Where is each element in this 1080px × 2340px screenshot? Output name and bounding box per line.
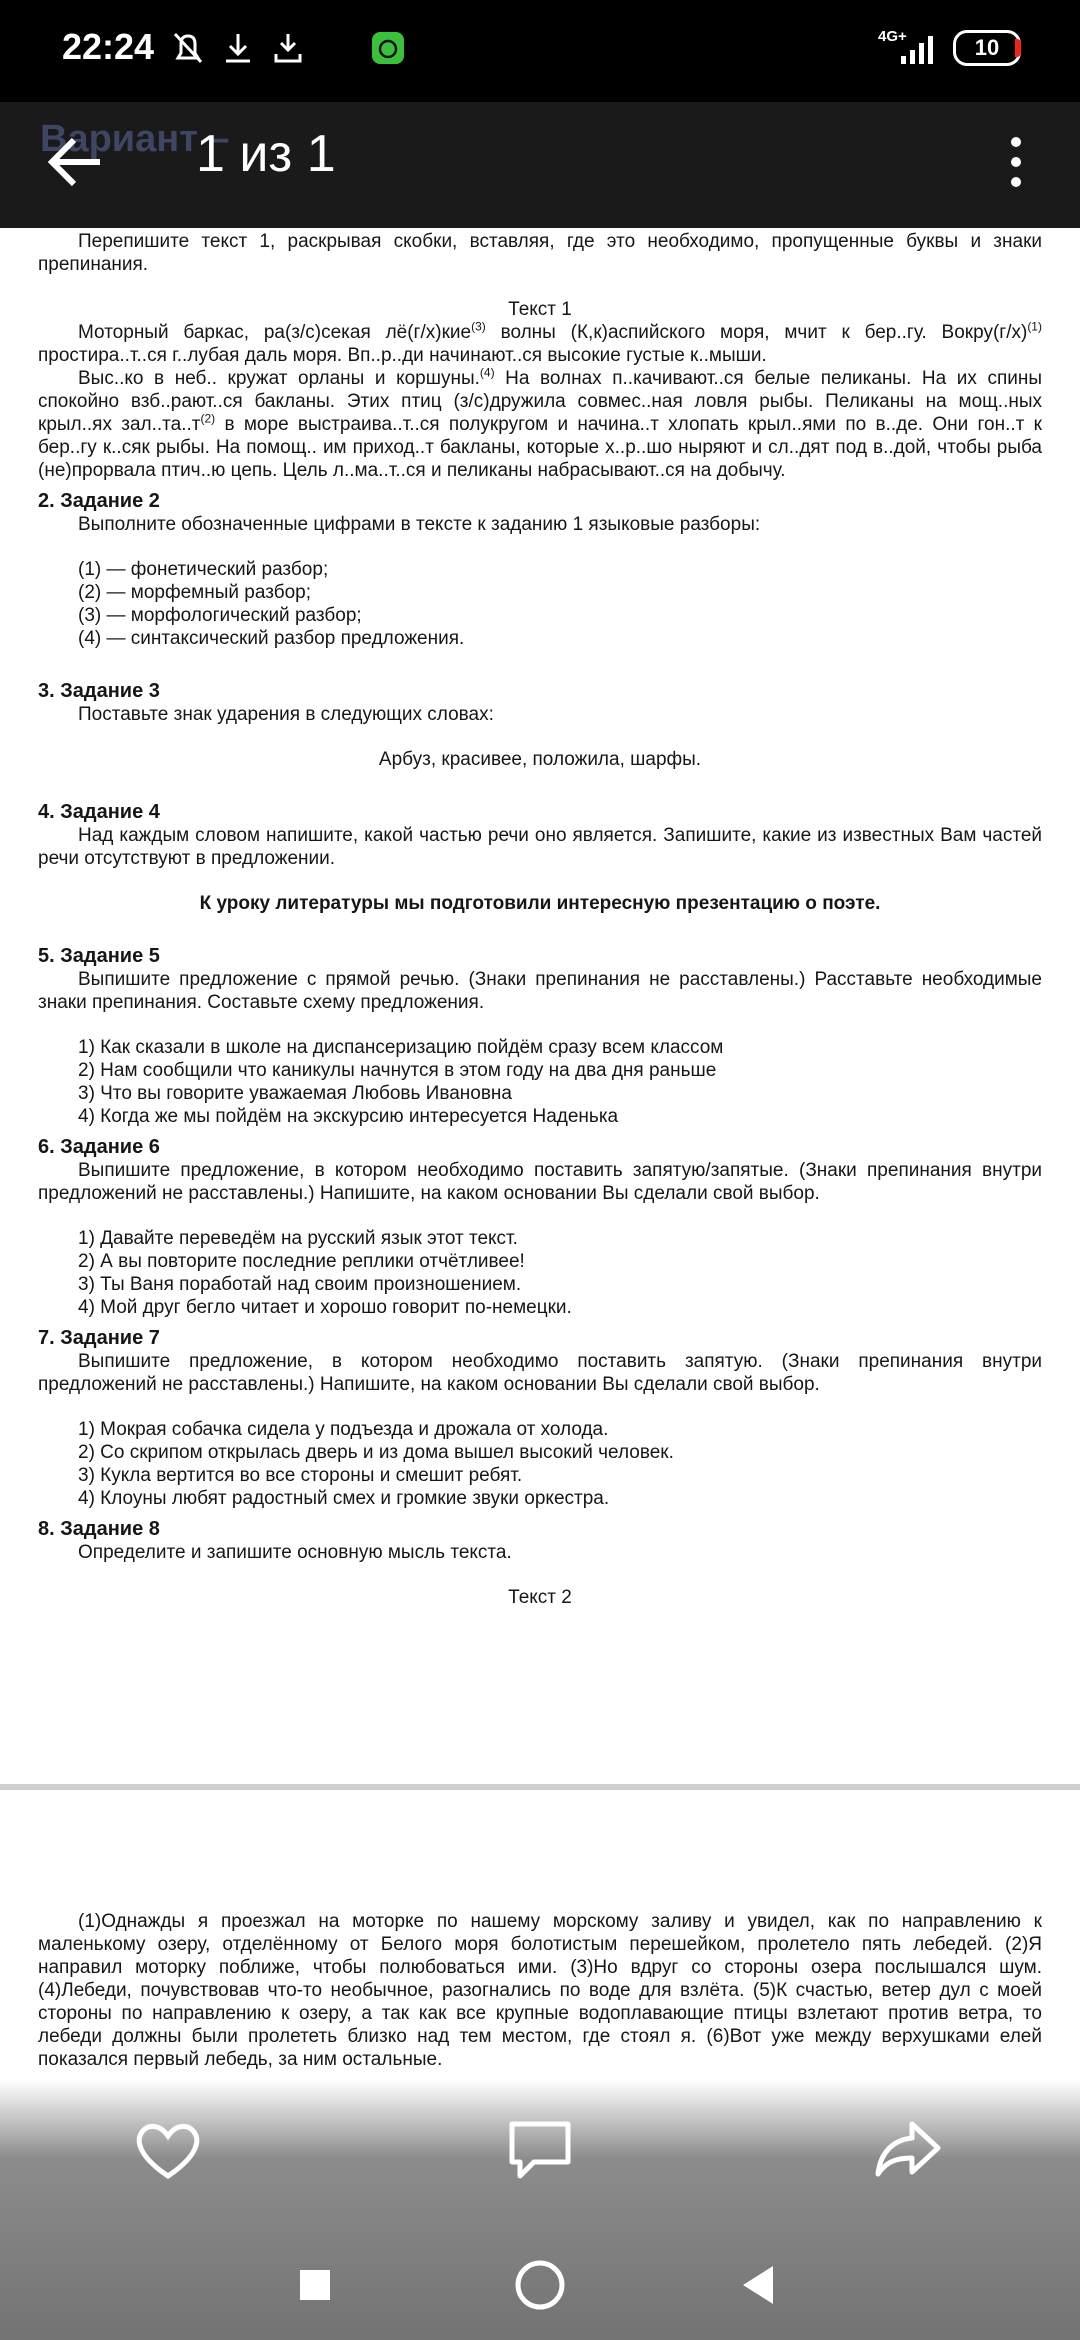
status-bar (0, 0, 1080, 102)
action-bar (0, 2100, 1080, 2200)
text1-title: Текст 1 (508, 299, 572, 320)
text1-p1b: волны (К,к)аспийского моря, мчит к бер..гу. Вокру(г/х) (485, 322, 1028, 343)
list-item: 1) Мокрая собачка сидела у подъезда и дрожала от холода. (78, 1419, 609, 1440)
battery-level: 10 (974, 35, 1000, 60)
back-icon[interactable] (725, 2250, 795, 2320)
list-item: 3) Кукла вертится во все стороны и смешит ребят. (78, 1465, 523, 1486)
task3-words: Арбуз, красивее, положила, шарфы. (378, 749, 702, 770)
task7-heading: 7. Задание 7 (38, 1327, 160, 1349)
system-navigation-bar (0, 2230, 1080, 2340)
list-item: 4) Когда же мы пойдём на экскурсию интересуется Наденька (78, 1106, 619, 1127)
download-icon (220, 28, 256, 68)
share-icon[interactable] (868, 2110, 948, 2190)
list-item: 1) Давайте переведём на русский язык этот текст. (78, 1228, 518, 1249)
sup-4: (4) (479, 365, 495, 380)
task6-heading: 6. Задание 6 (38, 1136, 160, 1158)
text1-p2a: Выс..ко в неб.. кружат орланы и коршуны. (78, 368, 480, 389)
page-divider (0, 1784, 1080, 1790)
task3-heading: 3. Задание 3 (38, 680, 160, 702)
network-indicator: 4G+ (878, 28, 907, 45)
recent-apps-icon[interactable] (280, 2250, 350, 2320)
text1-p2c: в море выстраива..т..ся полукругом и начина..т хлопать крыл..ями по в..де. Они гон..т к бер..гу к..сяк рыбы. На помощ.. им приход..т бакланы, которые х..р..шо ныряют и сл..дят под в..дой, чтобы рыба (не)прорвала птич..ю цепь. Цель л..ма..т..ся и пеликаны набрасывают..ся на добычу. (38, 414, 1042, 481)
list-item: 3) Ты Ваня поработай над своим произношением. (78, 1274, 522, 1295)
sup-3: (3) (471, 319, 486, 334)
list-item: (2) — морфемный разбор; (78, 582, 311, 603)
task8-text: Определите и запишите основную мысль текста. (78, 1542, 512, 1563)
list-item: (1) — фонетический разбор; (78, 559, 329, 580)
task1-text: Перепишите текст 1, раскрывая скобки, вставляя, где это необходимо, пропущенные буквы и знаки препинания. (38, 231, 1042, 275)
list-item: (4) — синтаксический разбор предложения. (78, 628, 465, 649)
heart-icon[interactable] (128, 2110, 208, 2190)
task4-sentence: К уроку литературы мы подготовили интересную презентацию о поэте. (199, 893, 881, 914)
task7-text: Выпишите предложение, в котором необходимо поставить запятую. (Знаки препинания внутри предложений не расставлены.) Напишите, на каком основании Вы сделали свой выбор. (38, 1351, 1042, 1395)
task3-text: Поставьте знак ударения в следующих словах: (78, 704, 494, 725)
list-item: 4) Мой друг бегло читает и хорошо говорит по-немецки. (78, 1297, 572, 1318)
document-page-2 (38, 1910, 1042, 2071)
task6-text: Выпишите предложение, в котором необходимо поставить запятую/запятые. (Знаки препинания внутри предложений не расставлены.) Напишите, на каком основании Вы сделали свой выбор. (38, 1160, 1042, 1204)
list-item: (3) — морфологический разбор; (78, 605, 362, 626)
text1-p2b: На волнах п..качивают..ся белые пеликаны. На их спины спокойно взб..рают..ся бакланы. Этих птиц (з/с)дружила совмес..ная ловля рыбы. Пеликаны на мощ..ных крыл..ях зал..та..т (38, 368, 1043, 435)
home-icon[interactable] (505, 2250, 575, 2320)
comment-icon[interactable] (500, 2110, 580, 2190)
list-item: 2) А вы повторите последние реплики отчётливее! (78, 1251, 525, 1272)
download-icon (270, 28, 306, 68)
document-page (38, 150, 1042, 1609)
task2-heading: 2. Задание 2 (38, 490, 160, 512)
page-counter: 1 из 1 (196, 125, 336, 183)
sup-2: (2) (200, 411, 216, 426)
list-item: 3) Что вы говорите уважаемая Любовь Ивановна (78, 1083, 512, 1104)
list-item: 2) Со скрипом открылась дверь и из дома вышел высокий человек. (78, 1442, 674, 1463)
task8-heading: 8. Задание 8 (38, 1518, 160, 1540)
signal-icon (895, 28, 940, 68)
list-item: 2) Нам сообщили что каникулы начнутся в этом году на два дня раньше (78, 1060, 717, 1081)
list-item: 1) Как сказали в школе на диспансеризацию пойдём сразу всем классом (78, 1037, 724, 1058)
task5-text: Выпишите предложение с прямой речью. (Знаки препинания не расставлены.) Расставьте необходимые знаки препинания. Составьте схему предложения. (38, 969, 1042, 1013)
text1-p1c: простира..т..ся г..лубая даль моря. Вп..р..ди начинают..ся высокие густые к..мыши. (38, 345, 767, 366)
task4-text: Над каждым словом напишите, какой частью речи оно является. Запишите, какие из известных Вам частей речи отсутствуют в предложении. (38, 825, 1042, 869)
text1-p1a: Моторный баркас, ра(з/с)секая лё(г/х)кие (78, 322, 472, 343)
task2-text: Выполните обозначенные цифрами в тексте к заданию 1 языковые разборы: (78, 514, 761, 535)
task5-heading: 5. Задание 5 (38, 945, 160, 967)
text1-paragraph2 (38, 367, 1042, 482)
text2-paragraph: (1)Однажды я проезжал на моторке по нашему морскому заливу и увидел, как по направлению к маленькому озеру, отделённому от Белого моря болотистым перешейком, пролетело пять лебедей. (2)Я направил моторку поближе, чтобы полюбоваться ими. (3)Но вдруг со стороны озера послышался шум. (4)Лебеди, почувствовав что-то необычное, разогнались по воде для взлёта. (5)К счастью, ветер дул с моей стороны по направлению к озеру, а так как все крупные водоплавающие птицы взлетают против ветра, то лебеди должны были пролететь близко над тем местом, где стоял я. (6)Вот уже между верхушками елей показался первый лебедь, за ним остальные. (38, 1911, 1042, 2070)
task4-heading: 4. Задание 4 (38, 801, 160, 823)
status-time: 22:24 (62, 26, 155, 67)
underlying-heading: Вариант – (40, 118, 230, 160)
text2-title: Текст 2 (508, 1587, 572, 1608)
sup-1: (1) (1027, 319, 1042, 334)
app-notification-icon (370, 28, 406, 68)
alarm-off-icon (170, 28, 206, 68)
text1-paragraph1 (38, 321, 1042, 367)
list-item: 4) Клоуны любят радостный смех и громкие звуки оркестра. (78, 1488, 610, 1509)
battery-indicator (953, 30, 1021, 66)
